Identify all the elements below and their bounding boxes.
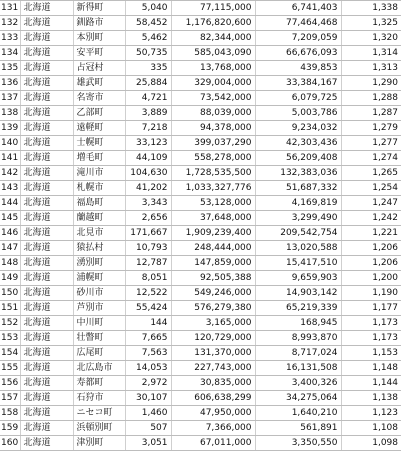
prefecture-cell[interactable]: 北海道 xyxy=(20,361,73,376)
prefecture-cell[interactable]: 北海道 xyxy=(20,61,73,76)
rank-cell[interactable]: 154 xyxy=(0,346,20,361)
rank-cell[interactable]: 135 xyxy=(0,61,20,76)
municipality-cell[interactable]: 雄武町 xyxy=(73,76,125,91)
population-cell[interactable]: 3,051 xyxy=(125,436,171,451)
amount-a-cell[interactable]: 13,768,000 xyxy=(171,61,255,76)
amount-a-cell[interactable]: 606,638,299 xyxy=(171,391,255,406)
rank-cell[interactable]: 149 xyxy=(0,271,20,286)
amount-b-cell[interactable]: 168,945 xyxy=(255,316,341,331)
municipality-cell[interactable]: 安平町 xyxy=(73,46,125,61)
amount-a-cell[interactable]: 94,378,000 xyxy=(171,121,255,136)
table-row[interactable] xyxy=(0,1,401,16)
municipality-cell[interactable]: 乙部町 xyxy=(73,106,125,121)
amount-b-cell[interactable]: 9,659,903 xyxy=(255,271,341,286)
amount-a-cell[interactable]: 549,246,000 xyxy=(171,286,255,301)
population-cell[interactable]: 7,665 xyxy=(125,331,171,346)
ratio-cell[interactable]: 1,242 xyxy=(341,211,401,226)
rank-cell[interactable]: 133 xyxy=(0,31,20,46)
rank-cell[interactable]: 147 xyxy=(0,241,20,256)
rank-cell[interactable]: 141 xyxy=(0,151,20,166)
population-cell[interactable]: 5,462 xyxy=(125,31,171,46)
population-cell[interactable]: 30,107 xyxy=(125,391,171,406)
ratio-cell[interactable]: 1,254 xyxy=(341,181,401,196)
rank-cell[interactable]: 138 xyxy=(0,106,20,121)
municipality-cell[interactable]: 名寄市 xyxy=(73,91,125,106)
table-row[interactable] xyxy=(0,121,401,136)
ratio-cell[interactable]: 1,098 xyxy=(341,436,401,451)
table-row[interactable] xyxy=(0,166,401,181)
rank-cell[interactable]: 148 xyxy=(0,256,20,271)
ratio-cell[interactable]: 1,221 xyxy=(341,226,401,241)
amount-b-cell[interactable]: 8,717,024 xyxy=(255,346,341,361)
prefecture-cell[interactable]: 北海道 xyxy=(20,136,73,151)
municipality-cell[interactable]: 増毛町 xyxy=(73,151,125,166)
amount-a-cell[interactable]: 558,278,000 xyxy=(171,151,255,166)
municipality-cell[interactable]: 砂川市 xyxy=(73,286,125,301)
prefecture-cell[interactable]: 北海道 xyxy=(20,76,73,91)
municipality-cell[interactable]: 浜頓別町 xyxy=(73,421,125,436)
rank-cell[interactable]: 157 xyxy=(0,391,20,406)
amount-b-cell[interactable]: 65,219,339 xyxy=(255,301,341,316)
amount-b-cell[interactable]: 56,209,408 xyxy=(255,151,341,166)
amount-b-cell[interactable]: 9,234,032 xyxy=(255,121,341,136)
amount-a-cell[interactable]: 585,043,090 xyxy=(171,46,255,61)
population-cell[interactable]: 335 xyxy=(125,61,171,76)
rank-cell[interactable]: 144 xyxy=(0,196,20,211)
table-row[interactable] xyxy=(0,361,401,376)
municipality-cell[interactable]: 占冠村 xyxy=(73,61,125,76)
ratio-cell[interactable]: 1,206 xyxy=(341,241,401,256)
population-cell[interactable]: 104,630 xyxy=(125,166,171,181)
amount-a-cell[interactable]: 248,444,000 xyxy=(171,241,255,256)
amount-a-cell[interactable]: 47,950,000 xyxy=(171,406,255,421)
prefecture-cell[interactable]: 北海道 xyxy=(20,316,73,331)
prefecture-cell[interactable]: 北海道 xyxy=(20,241,73,256)
ratio-cell[interactable]: 1,144 xyxy=(341,376,401,391)
prefecture-cell[interactable]: 北海道 xyxy=(20,166,73,181)
table-row[interactable] xyxy=(0,136,401,151)
prefecture-cell[interactable]: 北海道 xyxy=(20,1,73,16)
table-row[interactable] xyxy=(0,31,401,46)
municipality-cell[interactable]: 浦幌町 xyxy=(73,271,125,286)
ratio-cell[interactable]: 1,277 xyxy=(341,136,401,151)
ratio-cell[interactable]: 1,290 xyxy=(341,76,401,91)
municipality-cell[interactable]: 滝川市 xyxy=(73,166,125,181)
table-row[interactable] xyxy=(0,331,401,346)
table-row[interactable] xyxy=(0,241,401,256)
rank-cell[interactable]: 140 xyxy=(0,136,20,151)
prefecture-cell[interactable]: 北海道 xyxy=(20,211,73,226)
rank-cell[interactable]: 136 xyxy=(0,76,20,91)
ratio-cell[interactable]: 1,247 xyxy=(341,196,401,211)
amount-a-cell[interactable]: 1,176,820,600 xyxy=(171,16,255,31)
amount-b-cell[interactable]: 66,676,093 xyxy=(255,46,341,61)
prefecture-cell[interactable]: 北海道 xyxy=(20,406,73,421)
table-row[interactable] xyxy=(0,271,401,286)
table-row[interactable] xyxy=(0,406,401,421)
amount-b-cell[interactable]: 3,299,490 xyxy=(255,211,341,226)
ratio-cell[interactable]: 1,314 xyxy=(341,46,401,61)
prefecture-cell[interactable]: 北海道 xyxy=(20,376,73,391)
ratio-cell[interactable]: 1,173 xyxy=(341,316,401,331)
amount-b-cell[interactable]: 77,464,468 xyxy=(255,16,341,31)
amount-b-cell[interactable]: 15,417,510 xyxy=(255,256,341,271)
table-row[interactable] xyxy=(0,226,401,241)
amount-b-cell[interactable]: 33,384,167 xyxy=(255,76,341,91)
rank-cell[interactable]: 134 xyxy=(0,46,20,61)
amount-a-cell[interactable]: 73,542,000 xyxy=(171,91,255,106)
table-row[interactable] xyxy=(0,391,401,406)
amount-a-cell[interactable]: 131,370,000 xyxy=(171,346,255,361)
municipality-cell[interactable]: 札幌市 xyxy=(73,181,125,196)
ratio-cell[interactable]: 1,279 xyxy=(341,121,401,136)
rank-cell[interactable]: 159 xyxy=(0,421,20,436)
amount-b-cell[interactable]: 3,350,550 xyxy=(255,436,341,451)
prefecture-cell[interactable]: 北海道 xyxy=(20,196,73,211)
prefecture-cell[interactable]: 北海道 xyxy=(20,91,73,106)
prefecture-cell[interactable]: 北海道 xyxy=(20,271,73,286)
municipality-cell[interactable]: 寿都町 xyxy=(73,376,125,391)
rank-cell[interactable]: 158 xyxy=(0,406,20,421)
ratio-cell[interactable]: 1,288 xyxy=(341,91,401,106)
table-row[interactable] xyxy=(0,316,401,331)
municipality-cell[interactable]: 広尾町 xyxy=(73,346,125,361)
municipality-cell[interactable]: 士幌町 xyxy=(73,136,125,151)
ratio-cell[interactable]: 1,325 xyxy=(341,16,401,31)
municipality-cell[interactable]: 湧別町 xyxy=(73,256,125,271)
table-row[interactable] xyxy=(0,91,401,106)
amount-b-cell[interactable]: 16,131,508 xyxy=(255,361,341,376)
municipality-cell[interactable]: 遠軽町 xyxy=(73,121,125,136)
ratio-cell[interactable]: 1,265 xyxy=(341,166,401,181)
municipality-cell[interactable]: 北広島市 xyxy=(73,361,125,376)
amount-b-cell[interactable]: 7,209,059 xyxy=(255,31,341,46)
amount-a-cell[interactable]: 329,004,000 xyxy=(171,76,255,91)
rank-cell[interactable]: 131 xyxy=(0,1,20,16)
ratio-cell[interactable]: 1,108 xyxy=(341,421,401,436)
ratio-cell[interactable]: 1,320 xyxy=(341,31,401,46)
prefecture-cell[interactable]: 北海道 xyxy=(20,181,73,196)
population-cell[interactable]: 7,218 xyxy=(125,121,171,136)
ratio-cell[interactable]: 1,338 xyxy=(341,1,401,16)
amount-b-cell[interactable]: 8,993,870 xyxy=(255,331,341,346)
municipality-cell[interactable]: ニセコ町 xyxy=(73,406,125,421)
prefecture-cell[interactable]: 北海道 xyxy=(20,121,73,136)
population-cell[interactable]: 55,424 xyxy=(125,301,171,316)
population-cell[interactable]: 507 xyxy=(125,421,171,436)
amount-a-cell[interactable]: 37,648,000 xyxy=(171,211,255,226)
amount-a-cell[interactable]: 82,344,000 xyxy=(171,31,255,46)
prefecture-cell[interactable]: 北海道 xyxy=(20,331,73,346)
table-row[interactable] xyxy=(0,61,401,76)
population-cell[interactable]: 41,202 xyxy=(125,181,171,196)
amount-b-cell[interactable]: 1,640,210 xyxy=(255,406,341,421)
rank-cell[interactable]: 137 xyxy=(0,91,20,106)
population-cell[interactable]: 44,109 xyxy=(125,151,171,166)
population-cell[interactable]: 12,787 xyxy=(125,256,171,271)
amount-b-cell[interactable]: 561,891 xyxy=(255,421,341,436)
table-row[interactable] xyxy=(0,256,401,271)
prefecture-cell[interactable]: 北海道 xyxy=(20,226,73,241)
table-row[interactable] xyxy=(0,301,401,316)
rank-cell[interactable]: 153 xyxy=(0,331,20,346)
rank-cell[interactable]: 160 xyxy=(0,436,20,451)
prefecture-cell[interactable]: 北海道 xyxy=(20,106,73,121)
amount-b-cell[interactable]: 6,741,403 xyxy=(255,1,341,16)
amount-a-cell[interactable]: 67,011,000 xyxy=(171,436,255,451)
rank-cell[interactable]: 143 xyxy=(0,181,20,196)
population-cell[interactable]: 12,522 xyxy=(125,286,171,301)
amount-b-cell[interactable]: 5,003,786 xyxy=(255,106,341,121)
municipality-cell[interactable]: 壮瞥町 xyxy=(73,331,125,346)
amount-a-cell[interactable]: 1,728,535,500 xyxy=(171,166,255,181)
amount-a-cell[interactable]: 1,033,327,776 xyxy=(171,181,255,196)
ratio-cell[interactable]: 1,274 xyxy=(341,151,401,166)
ratio-cell[interactable]: 1,148 xyxy=(341,361,401,376)
municipality-cell[interactable]: 芦別市 xyxy=(73,301,125,316)
prefecture-cell[interactable]: 北海道 xyxy=(20,256,73,271)
amount-b-cell[interactable]: 132,383,036 xyxy=(255,166,341,181)
table-row[interactable] xyxy=(0,346,401,361)
population-cell[interactable]: 33,123 xyxy=(125,136,171,151)
municipality-cell[interactable]: 蘭越町 xyxy=(73,211,125,226)
amount-b-cell[interactable]: 51,687,332 xyxy=(255,181,341,196)
rank-cell[interactable]: 142 xyxy=(0,166,20,181)
amount-a-cell[interactable]: 77,115,000 xyxy=(171,1,255,16)
population-cell[interactable]: 1,460 xyxy=(125,406,171,421)
table-row[interactable] xyxy=(0,16,401,31)
amount-a-cell[interactable]: 92,505,388 xyxy=(171,271,255,286)
municipality-cell[interactable]: 新得町 xyxy=(73,1,125,16)
rank-cell[interactable]: 146 xyxy=(0,226,20,241)
amount-a-cell[interactable]: 576,279,380 xyxy=(171,301,255,316)
table-row[interactable] xyxy=(0,46,401,61)
rank-cell[interactable]: 145 xyxy=(0,211,20,226)
population-cell[interactable]: 2,656 xyxy=(125,211,171,226)
municipality-cell[interactable]: 津別町 xyxy=(73,436,125,451)
amount-a-cell[interactable]: 7,366,000 xyxy=(171,421,255,436)
municipality-cell[interactable]: 本別町 xyxy=(73,31,125,46)
municipality-cell[interactable]: 釧路市 xyxy=(73,16,125,31)
ratio-cell[interactable]: 1,177 xyxy=(341,301,401,316)
amount-b-cell[interactable]: 6,079,725 xyxy=(255,91,341,106)
population-cell[interactable]: 7,563 xyxy=(125,346,171,361)
rank-cell[interactable]: 151 xyxy=(0,301,20,316)
ratio-cell[interactable]: 1,173 xyxy=(341,331,401,346)
prefecture-cell[interactable]: 北海道 xyxy=(20,391,73,406)
rank-cell[interactable]: 155 xyxy=(0,361,20,376)
rank-cell[interactable]: 139 xyxy=(0,121,20,136)
population-cell[interactable]: 8,051 xyxy=(125,271,171,286)
population-cell[interactable]: 10,793 xyxy=(125,241,171,256)
ratio-cell[interactable]: 1,200 xyxy=(341,271,401,286)
ratio-cell[interactable]: 1,190 xyxy=(341,286,401,301)
population-cell[interactable]: 171,667 xyxy=(125,226,171,241)
population-cell[interactable]: 58,452 xyxy=(125,16,171,31)
municipality-cell[interactable]: 中川町 xyxy=(73,316,125,331)
ratio-cell[interactable]: 1,287 xyxy=(341,106,401,121)
amount-a-cell[interactable]: 53,128,000 xyxy=(171,196,255,211)
amount-b-cell[interactable]: 14,903,142 xyxy=(255,286,341,301)
municipality-cell[interactable]: 福島町 xyxy=(73,196,125,211)
prefecture-cell[interactable]: 北海道 xyxy=(20,436,73,451)
rank-cell[interactable]: 152 xyxy=(0,316,20,331)
table-row[interactable] xyxy=(0,76,401,91)
population-cell[interactable]: 3,889 xyxy=(125,106,171,121)
table-row[interactable] xyxy=(0,421,401,436)
amount-a-cell[interactable]: 147,859,000 xyxy=(171,256,255,271)
prefecture-cell[interactable]: 北海道 xyxy=(20,31,73,46)
municipality-cell[interactable]: 猿払村 xyxy=(73,241,125,256)
ratio-cell[interactable]: 1,153 xyxy=(341,346,401,361)
table-row[interactable] xyxy=(0,436,401,451)
rank-cell[interactable]: 132 xyxy=(0,16,20,31)
prefecture-cell[interactable]: 北海道 xyxy=(20,46,73,61)
population-cell[interactable]: 144 xyxy=(125,316,171,331)
table-row[interactable] xyxy=(0,181,401,196)
amount-b-cell[interactable]: 3,400,326 xyxy=(255,376,341,391)
population-cell[interactable]: 25,884 xyxy=(125,76,171,91)
population-cell[interactable]: 50,735 xyxy=(125,46,171,61)
prefecture-cell[interactable]: 北海道 xyxy=(20,286,73,301)
amount-b-cell[interactable]: 4,169,819 xyxy=(255,196,341,211)
amount-b-cell[interactable]: 209,542,754 xyxy=(255,226,341,241)
population-cell[interactable]: 2,972 xyxy=(125,376,171,391)
amount-a-cell[interactable]: 227,743,000 xyxy=(171,361,255,376)
amount-b-cell[interactable]: 34,275,064 xyxy=(255,391,341,406)
ratio-cell[interactable]: 1,313 xyxy=(341,61,401,76)
prefecture-cell[interactable]: 北海道 xyxy=(20,16,73,31)
amount-a-cell[interactable]: 30,835,000 xyxy=(171,376,255,391)
table-row[interactable] xyxy=(0,376,401,391)
prefecture-cell[interactable]: 北海道 xyxy=(20,301,73,316)
municipality-cell[interactable]: 石狩市 xyxy=(73,391,125,406)
table-row[interactable] xyxy=(0,196,401,211)
population-cell[interactable]: 5,040 xyxy=(125,1,171,16)
prefecture-cell[interactable]: 北海道 xyxy=(20,421,73,436)
amount-a-cell[interactable]: 3,165,000 xyxy=(171,316,255,331)
population-cell[interactable]: 4,721 xyxy=(125,91,171,106)
ratio-cell[interactable]: 1,206 xyxy=(341,256,401,271)
municipality-cell[interactable]: 北見市 xyxy=(73,226,125,241)
amount-b-cell[interactable]: 42,303,436 xyxy=(255,136,341,151)
rank-cell[interactable]: 150 xyxy=(0,286,20,301)
ratio-cell[interactable]: 1,123 xyxy=(341,406,401,421)
population-cell[interactable]: 14,053 xyxy=(125,361,171,376)
table-row[interactable] xyxy=(0,151,401,166)
amount-b-cell[interactable]: 13,020,588 xyxy=(255,241,341,256)
amount-b-cell[interactable]: 439,853 xyxy=(255,61,341,76)
table-body xyxy=(0,1,401,451)
amount-a-cell[interactable]: 399,037,290 xyxy=(171,136,255,151)
table-row[interactable] xyxy=(0,211,401,226)
table-row[interactable] xyxy=(0,106,401,121)
amount-a-cell[interactable]: 1,909,239,400 xyxy=(171,226,255,241)
rank-cell[interactable]: 156 xyxy=(0,376,20,391)
population-cell[interactable]: 3,343 xyxy=(125,196,171,211)
amount-a-cell[interactable]: 120,729,000 xyxy=(171,331,255,346)
table-row[interactable] xyxy=(0,286,401,301)
prefecture-cell[interactable]: 北海道 xyxy=(20,151,73,166)
amount-a-cell[interactable]: 88,039,000 xyxy=(171,106,255,121)
ratio-cell[interactable]: 1,138 xyxy=(341,391,401,406)
prefecture-cell[interactable]: 北海道 xyxy=(20,346,73,361)
